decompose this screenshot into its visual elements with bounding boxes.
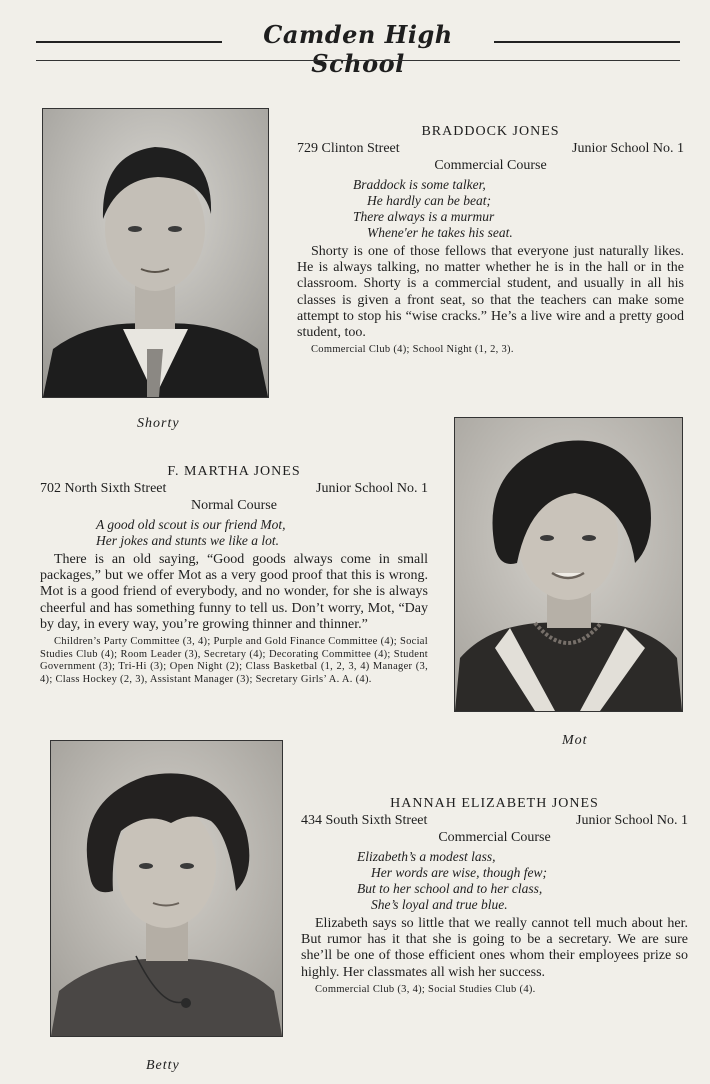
verse-line: But to her school and to her class, [357, 881, 543, 896]
biography: There is an old saying, “Good goods always come in small packages,” but we offer Mot as a very good proof that this is wrong. Mot is a good friend of everybody, and no wonder, for she is always cheerful and has something funny to tell us. Don’t worry, Mot, “Day by day, in every way, you’re growing thinner and thinner.” [40, 552, 428, 632]
activities: Commercial Club (3, 4); Social Studies Club (4). [315, 983, 536, 995]
student-name: HANNAH ELIZABETH JONES [390, 796, 599, 811]
entry-braddock [297, 123, 684, 357]
entry-hannah [301, 795, 688, 996]
prior-school: Junior School No. 1 [576, 813, 688, 828]
verse-line: Her words are wise, though few; [371, 865, 547, 880]
header-rule-right [494, 41, 680, 43]
student-name: BRADDOCK JONES [421, 124, 560, 139]
header-rule-left [36, 41, 222, 43]
verse-line: Whene'er he takes his seat. [367, 225, 513, 240]
portrait-photo-hannah [50, 740, 283, 1037]
nickname-hannah: Betty [146, 1058, 180, 1073]
biography: Shorty is one of those fellows that everyone just naturally likes. He is always talking, no matter whether he is in the hall or in the classroom. Shorty is a commercial student, and usually in all his classes is given a front seat, so that the teachers can make some attempt to stop his “wise cracks.” He’s a live wire and a pretty good student, too. [297, 244, 684, 341]
street-address: 729 Clinton Street [297, 141, 400, 156]
entry-martha [40, 463, 428, 686]
page-header [36, 18, 680, 78]
address-row [40, 480, 428, 497]
street-address: 434 South Sixth Street [301, 813, 428, 828]
verse [96, 517, 428, 549]
verse-line: She’s loyal and true blue. [371, 897, 508, 912]
page-title: Camden High School [263, 20, 453, 78]
address-row [297, 140, 684, 157]
header-underline [36, 60, 680, 61]
course-name: Normal Course [191, 498, 277, 513]
student-name: F. MARTHA JONES [167, 464, 301, 479]
nickname-braddock: Shorty [137, 416, 180, 431]
activities: Commercial Club (4); School Night (1, 2, 3). [311, 344, 514, 356]
verse-line: Braddock is some talker, [353, 177, 486, 192]
portrait-photo-martha [454, 417, 683, 712]
address-row [301, 812, 688, 829]
verse-line: Her jokes and stunts we like a lot. [96, 533, 279, 548]
verse [357, 849, 688, 913]
street-address: 702 North Sixth Street [40, 481, 167, 496]
biography: Elizabeth says so little that we really cannot tell much about her. But rumor has it that she is going to be a secretary. We are sure she’ll be one of those efficient ones whom their employees prize so highly. Her classmates all wish her success. [301, 916, 688, 980]
nickname-martha: Mot [562, 733, 588, 748]
portrait-photo-braddock [42, 108, 269, 398]
verse-line: Elizabeth’s a modest lass, [357, 849, 496, 864]
prior-school: Junior School No. 1 [316, 481, 428, 496]
activities: Children’s Party Committee (3, 4); Purple and Gold Finance Committee (4); Social Studies Club (4); Room Leader (3), Secretary (4); Decorating Committee (4); Student Government (3); Tri-Hi (3); Open Night (2); Class Basketbal (1, 2, 3, 4) Manager (3, 4); Class Hockey (2, 3), Assistant Manager (3); Secretary Girls’ A. A. (4). [40, 636, 428, 685]
course-name: Commercial Course [434, 158, 547, 173]
verse [353, 177, 684, 241]
verse-line: There always is a murmur [353, 209, 495, 224]
verse-line: He hardly can be beat; [367, 193, 491, 208]
verse-line: A good old scout is our friend Mot, [96, 517, 286, 532]
course-name: Commercial Course [438, 830, 551, 845]
prior-school: Junior School No. 1 [572, 141, 684, 156]
